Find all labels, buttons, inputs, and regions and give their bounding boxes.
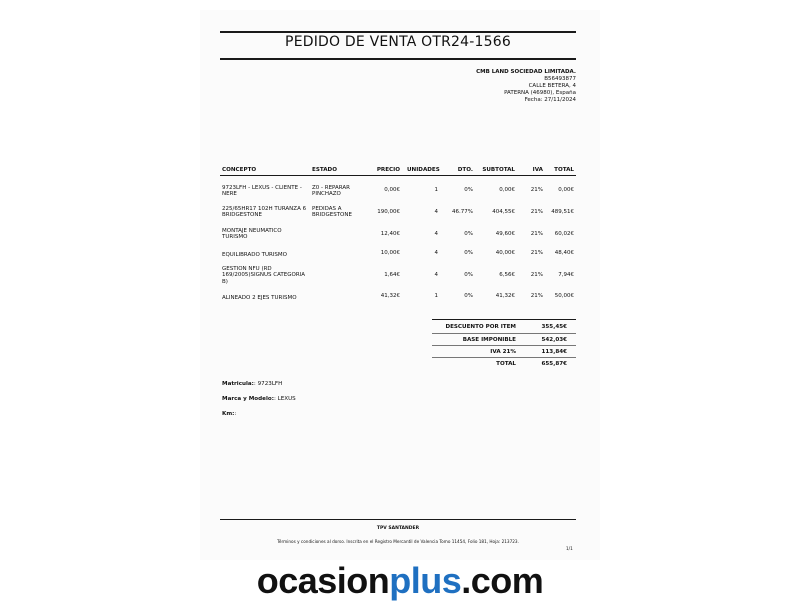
company-city: PATERNA (46980), España: [504, 90, 576, 97]
row1-dto: 0%: [464, 187, 473, 193]
row2-precio: 190,00€: [377, 209, 400, 215]
totals-iva-value: 113,84€: [541, 349, 567, 355]
title-bottom-rule: [220, 58, 576, 60]
vehicle-plate-value: : 9723LFH: [253, 381, 283, 387]
row2-dto: 46.77%: [452, 209, 473, 215]
vehicle-km-value: :: [234, 411, 237, 417]
totals-iva-label: IVA 21%: [490, 349, 516, 355]
row6-concepto: ALINEADO 2 EJES TURISMO: [222, 295, 297, 301]
vehicle-km-label: Km:: [222, 411, 235, 417]
row6-total: 50,00€: [554, 293, 574, 299]
logo-part-ocasion: ocasion: [256, 560, 390, 601]
totals-top-rule: [432, 319, 576, 320]
vehicle-model-value: : LEXUS: [273, 396, 296, 402]
row3-total: 60,02€: [554, 231, 574, 237]
row3-precio: 12,40€: [380, 231, 400, 237]
logo-part-com: .com: [461, 560, 544, 601]
vehicle-model-label: Marca y Modelo:: [222, 396, 274, 402]
row6-unidades: 1: [434, 293, 438, 299]
row1-precio: 0,00€: [384, 187, 400, 193]
company-block: [476, 69, 576, 104]
totals-discount-label: DESCUENTO POR ITEM: [445, 324, 516, 330]
row2-concepto: 225/65HR17 102H TURANZA 6 BRIDGESTONE: [222, 206, 307, 219]
totals-base-label: BASE IMPONIBLE: [462, 337, 516, 343]
row5-concepto: GESTION NFU (RD 169/2005)SIGNUS CATEGORIA B): [222, 266, 306, 285]
totals-base-value: 542,03€: [541, 337, 567, 343]
row2-subtotal: 404,55€: [492, 209, 515, 215]
logo-part-plus: plus: [389, 560, 462, 601]
row3-concepto: MONTAJE NEUMATICO TURISMO: [222, 228, 282, 241]
vehicle-plate: [222, 381, 282, 387]
page-number: 1/1: [566, 546, 573, 551]
row4-total: 48,40€: [554, 250, 574, 256]
row2-unidades: 4: [434, 209, 438, 215]
ocasionplus-logo: [0, 560, 800, 602]
col-header-subtotal: SUBTOTAL: [482, 167, 515, 173]
row1-unidades: 1: [434, 187, 438, 193]
row6-precio: 41,32€: [380, 293, 400, 299]
document-date: Fecha: 27/11/2024: [524, 97, 576, 104]
row2-iva: 21%: [530, 209, 543, 215]
row5-dto: 0%: [464, 272, 473, 278]
row5-precio: 1,64€: [384, 272, 400, 278]
vehicle-plate-label: Matricula:: [222, 381, 254, 387]
totals-rule-2: [432, 345, 576, 346]
totals-rule-1: [432, 333, 576, 334]
row1-subtotal: 0,00€: [499, 187, 515, 193]
document-title: PEDIDO DE VENTA OTR24-1566: [285, 34, 511, 50]
row6-iva: 21%: [530, 293, 543, 299]
row5-total: 7,94€: [558, 272, 574, 278]
col-header-estado: ESTADO: [312, 167, 337, 173]
col-header-concepto: CONCEPTO: [222, 167, 257, 173]
totals-total-value: 655,87€: [541, 361, 567, 367]
vehicle-model: [222, 396, 296, 402]
company-tax-id: B56493877: [544, 76, 576, 83]
row1-total: 0,00€: [558, 187, 574, 193]
footer-legal: Términos y condiciones al dorso. Inscrita en el Registro Mercantil de Valencia Tomo 11454, Folio 181, Hoja: 213723.: [277, 539, 519, 544]
title-top-rule: [220, 31, 576, 33]
totals-discount-value: 355,45€: [541, 324, 567, 330]
row4-unidades: 4: [434, 250, 438, 256]
col-header-dto: DTO.: [457, 167, 473, 173]
footer-rule: [220, 519, 576, 520]
row5-subtotal: 6,56€: [499, 272, 515, 278]
row1-iva: 21%: [530, 187, 543, 193]
row3-iva: 21%: [530, 231, 543, 237]
row3-subtotal: 49,60€: [495, 231, 515, 237]
row5-iva: 21%: [530, 272, 543, 278]
totals-total-label: TOTAL: [496, 361, 516, 367]
table-header-rule: [220, 175, 576, 176]
row3-unidades: 4: [434, 231, 438, 237]
col-header-unidades: UNIDADES: [407, 167, 440, 173]
row6-subtotal: 41,32€: [495, 293, 515, 299]
row5-unidades: 4: [434, 272, 438, 278]
row1-estado: Z0 - REPARAR PINCHAZO: [312, 185, 350, 198]
row2-estado: PEDIDAS A BRIDGESTONE: [312, 206, 352, 219]
row4-dto: 0%: [464, 250, 473, 256]
row4-iva: 21%: [530, 250, 543, 256]
col-header-iva: IVA: [532, 167, 543, 173]
row3-dto: 0%: [464, 231, 473, 237]
row6-dto: 0%: [464, 293, 473, 299]
footer-shop: TPV SANTANDER: [376, 526, 420, 531]
row4-subtotal: 40,00€: [495, 250, 515, 256]
col-header-precio: PRECIO: [376, 167, 400, 173]
row4-precio: 10,00€: [380, 250, 400, 256]
totals-rule-3: [432, 357, 576, 358]
company-name: CMB LAND SOCIEDAD LIMITADA.: [476, 69, 576, 75]
row2-total: 489,51€: [551, 209, 574, 215]
row1-concepto: 9723LFH - LEXUS - CLIENTE - NERE: [222, 185, 302, 198]
row4-concepto: EQUILIBRADO TURISMO: [222, 252, 287, 258]
col-header-total: TOTAL: [554, 167, 574, 173]
company-address: CALLE BETERA, 4: [528, 83, 576, 90]
vehicle-km: [222, 411, 236, 417]
